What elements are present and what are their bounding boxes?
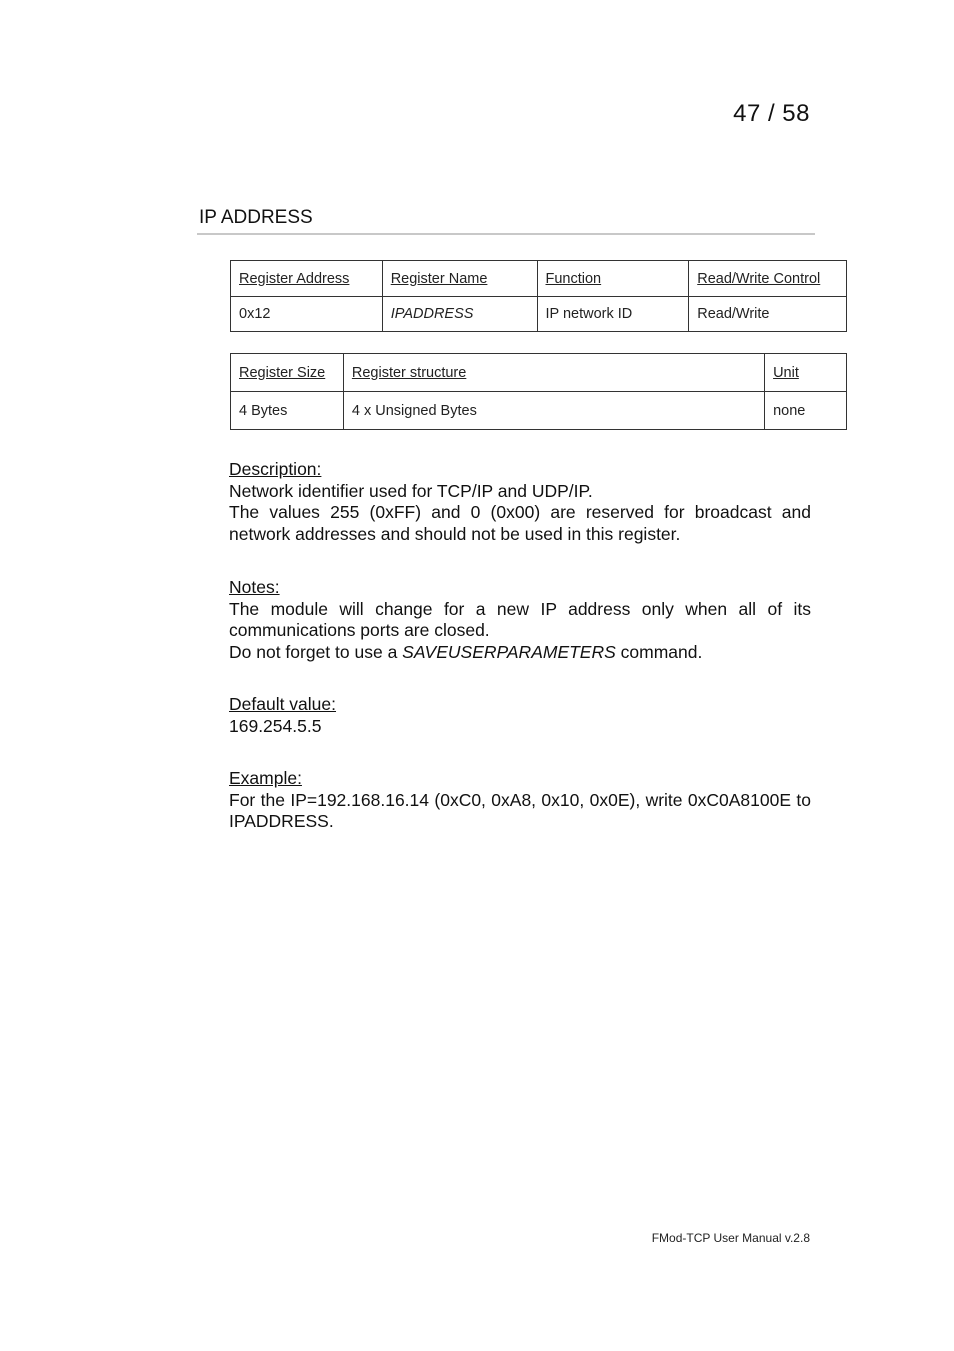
header-function: Function <box>537 261 689 297</box>
header-register-address: Register Address <box>231 261 383 297</box>
header-register-size: Register Size <box>231 354 344 392</box>
notes-line-2-before: Do not forget to use a <box>229 641 403 662</box>
cell-function: IP network ID <box>537 297 689 332</box>
register-structure-table <box>230 353 847 430</box>
description-section <box>229 459 811 545</box>
header-unit: Unit <box>765 354 847 392</box>
notes-label: Notes: <box>229 577 280 597</box>
table-header-row <box>231 261 847 297</box>
example-label: Example: <box>229 768 302 788</box>
table-header-row <box>231 354 847 392</box>
notes-line-1: The module will change for a new IP address only when all of its communications ports are closed. <box>229 598 811 640</box>
cell-register-name: IPADDRESS <box>382 297 537 332</box>
cell-register-structure: 4 x Unsigned Bytes <box>343 392 764 430</box>
table-row <box>231 392 847 430</box>
example-section <box>229 768 811 833</box>
example-text: For the IP=192.168.16.14 (0xC0, 0xA8, 0x10, 0x0E), write 0xC0A8100E to IPADDRESS. <box>229 789 811 831</box>
section-title: IP ADDRESS <box>197 207 815 235</box>
default-value: 169.254.5.5 <box>229 715 322 736</box>
notes-command-name: SAVEUSERPARAMETERS <box>402 641 616 662</box>
description-line-1: Network identifier used for TCP/IP and UDP/IP. <box>229 480 593 501</box>
cell-unit: none <box>765 392 847 430</box>
default-value-label: Default value: <box>229 694 337 714</box>
notes-section <box>229 577 811 663</box>
register-info-table <box>230 260 847 332</box>
cell-register-address: 0x12 <box>231 297 383 332</box>
description-line-2: The values 255 (0xFF) and 0 (0x00) are reserved for broadcast and network addresses and should not be used in this register. <box>229 502 811 544</box>
footer-manual-version: FMod-TCP User Manual v.2.8 <box>651 1231 810 1245</box>
description-label: Description: <box>229 459 322 479</box>
notes-line-2-after: command. <box>615 641 703 662</box>
notes-line-2 <box>229 642 811 664</box>
page-number: 47 / 58 <box>733 100 810 127</box>
table-row <box>231 297 847 332</box>
cell-register-size: 4 Bytes <box>231 392 344 430</box>
cell-read-write-control: Read/Write <box>689 297 847 332</box>
header-register-structure: Register structure <box>343 354 764 392</box>
header-register-name: Register Name <box>382 261 537 297</box>
header-read-write-control: Read/Write Control <box>689 261 847 297</box>
default-value-section <box>229 694 811 737</box>
